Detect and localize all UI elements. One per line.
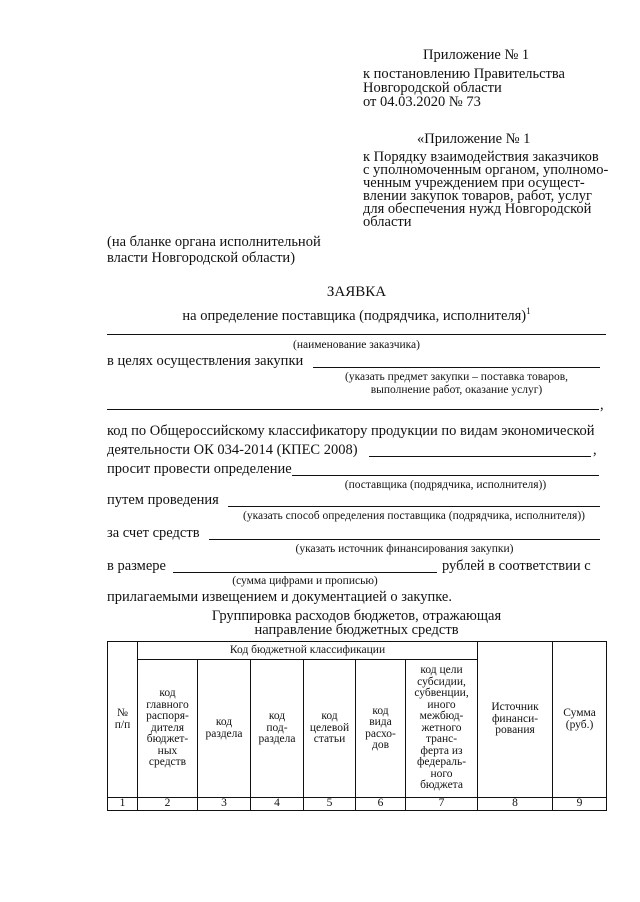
customer-name-line[interactable] bbox=[107, 334, 606, 335]
supplier-type-hint: (поставщика (подрядчика, исполнителя)) bbox=[344, 479, 547, 491]
col-header-source: Источник финанси- рования bbox=[478, 642, 553, 798]
letterhead-note: (на бланке органа исполнительной власти Новгородской области) bbox=[107, 234, 321, 266]
amount-tail: прилагаемыми извещением и документацией о закупке. bbox=[107, 589, 452, 605]
col-number-1: 1 bbox=[108, 798, 138, 811]
funds-source-line[interactable] bbox=[209, 539, 600, 540]
document-subtitle: на определение поставщика (подрядчика, исполнителя)$^1$ bbox=[182, 306, 531, 324]
footnote-mark: 1 bbox=[526, 306, 531, 316]
appendix2-reference: к Порядку взаимодействия заказчиков с уполномоченным органом, уполномо- ченным учреждением при осущест- влении закупок товаров, работ, услуг для обеспечения нужд Новгородской области bbox=[363, 149, 609, 230]
col-header-subsection: код под- раздела bbox=[251, 660, 304, 798]
supplier-type-line[interactable] bbox=[292, 475, 599, 476]
okpd-text-line1: код по Общероссийскому классификатору продукции по видам экономической bbox=[107, 423, 595, 439]
table-row bbox=[108, 798, 607, 811]
customer-name-hint: (наименование заказчика) bbox=[293, 339, 420, 351]
method-hint: (указать способ определения поставщика (подрядчика, исполнителя)) bbox=[243, 510, 585, 522]
document-title: ЗАЯВКА bbox=[326, 284, 387, 300]
okpd-text-line2: деятельности ОК 034-2014 (КПЕС 2008) bbox=[107, 442, 358, 458]
col-header-budget-classification: Код бюджетной классификации bbox=[138, 642, 478, 660]
amount-label: в размере bbox=[107, 558, 166, 574]
amount-suffix: рублей в соответствии с bbox=[442, 558, 591, 574]
method-line[interactable] bbox=[228, 506, 600, 507]
comma-1: , bbox=[600, 397, 604, 413]
col-number-8: 8 bbox=[478, 798, 553, 811]
col-number-5: 5 bbox=[304, 798, 356, 811]
col-header-sum: Сумма (руб.) bbox=[553, 642, 607, 798]
col-header-number: № п/п bbox=[108, 642, 138, 798]
col-header-subsidy-purpose: код цели субсидии, субвенции, иного межбюд- жетного транс- ферта из федераль- ного бюджета bbox=[406, 660, 478, 798]
okpd-code-line[interactable] bbox=[369, 456, 591, 457]
funds-source-hint: (указать источник финансирования закупки) bbox=[295, 543, 514, 555]
amount-line[interactable] bbox=[173, 572, 437, 573]
method-label: путем проведения bbox=[107, 492, 219, 508]
funds-label: за счет средств bbox=[107, 525, 200, 541]
col-number-7: 7 bbox=[406, 798, 478, 811]
col-number-2: 2 bbox=[138, 798, 198, 811]
col-number-4: 4 bbox=[251, 798, 304, 811]
grouping-title: Группировка расходов бюджетов, отражающая направление бюджетных средств bbox=[211, 608, 502, 638]
col-header-chief-manager: код главного распоря- дителя бюджет- ных средств bbox=[138, 660, 198, 798]
comma-2: , bbox=[593, 442, 597, 458]
col-number-9: 9 bbox=[553, 798, 607, 811]
appendix1-title: Приложение № 1 bbox=[423, 47, 530, 63]
col-header-expense-type: код вида расхо- дов bbox=[356, 660, 406, 798]
purpose-label: в целях осуществления закупки bbox=[107, 353, 304, 369]
appendix2-title: «Приложение № 1 bbox=[417, 131, 531, 147]
appendix1-reference: к постановлению Правительства Новгородской области от 04.03.2020 № 73 bbox=[363, 66, 565, 110]
col-header-section: код раздела bbox=[198, 660, 251, 798]
request-label: просит провести определение bbox=[107, 461, 292, 477]
purchase-subject-line-2[interactable] bbox=[107, 409, 599, 410]
purchase-subject-hint: (указать предмет закупки – поставка товаров, выполнение работ, оказание услуг) bbox=[345, 371, 568, 396]
col-number-3: 3 bbox=[198, 798, 251, 811]
purchase-subject-line[interactable] bbox=[313, 367, 600, 368]
col-number-6: 6 bbox=[356, 798, 406, 811]
amount-hint: (сумма цифрами и прописью) bbox=[232, 575, 378, 587]
budget-classification-table bbox=[107, 641, 607, 811]
col-header-target-item: код целевой статьи bbox=[304, 660, 356, 798]
